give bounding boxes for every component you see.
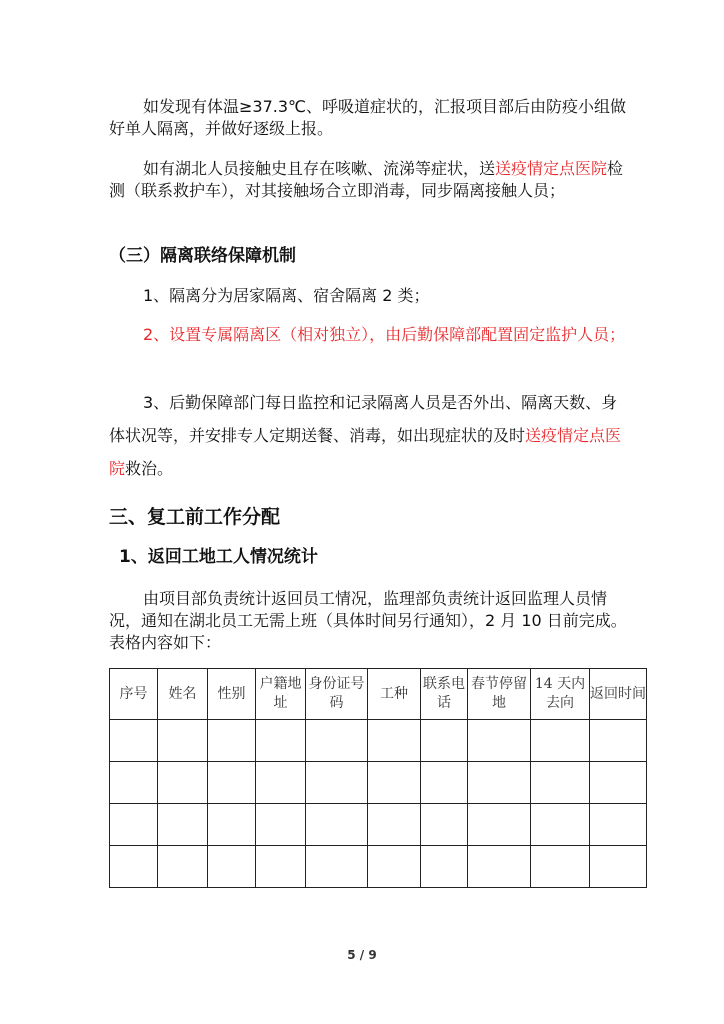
table-cell bbox=[256, 762, 306, 804]
hubei-contact-paragraph bbox=[109, 158, 630, 202]
table-cell bbox=[158, 720, 208, 762]
table-cell bbox=[306, 846, 368, 888]
table-cell bbox=[421, 804, 468, 846]
table-header-cell: 性别 bbox=[208, 669, 256, 720]
worker-stats-paragraph: 由项目部负责统计返回员工情况，监理部负责统计返回监理人员情况，通知在湖北员工无需上班（具体时间另行通知），2 月 10 日前完成。表格内容如下： bbox=[109, 589, 627, 652]
table-cell bbox=[158, 762, 208, 804]
table-cell bbox=[590, 720, 647, 762]
table-row bbox=[110, 762, 647, 804]
hubei-contact-text: 如有湖北人员接触史且存在咳嗽、流涕等症状，送 bbox=[143, 159, 496, 178]
table-cell bbox=[110, 804, 158, 846]
isolation-item-3 bbox=[109, 386, 630, 485]
table-header-cell: 联系电话 bbox=[421, 669, 468, 720]
table-cell bbox=[306, 762, 368, 804]
table-cell bbox=[158, 804, 208, 846]
table-cell bbox=[368, 846, 421, 888]
table-cell bbox=[531, 762, 590, 804]
table-header-row bbox=[110, 669, 647, 720]
table-header-cell: 身份证号码 bbox=[306, 669, 368, 720]
table-cell bbox=[368, 762, 421, 804]
table-cell bbox=[421, 846, 468, 888]
table-header-cell: 返回时间 bbox=[590, 669, 647, 720]
table-cell bbox=[158, 846, 208, 888]
table-cell bbox=[590, 762, 647, 804]
isolation-item-2: 2、设置专属隔离区（相对独立），由后勤保障部配置固定监护人员； bbox=[143, 325, 626, 344]
table-cell bbox=[421, 762, 468, 804]
table-cell bbox=[208, 762, 256, 804]
designated-hospital-highlight-2: 送疫情定点医院 bbox=[109, 426, 622, 478]
table-cell bbox=[531, 846, 590, 888]
table-cell bbox=[468, 720, 531, 762]
fever-report-paragraph: 如发现有体温≥37.3℃、呼吸道症状的，汇报项目部后由防疫小组做好单人隔离，并做好逐级上报。 bbox=[109, 97, 627, 138]
table-body bbox=[110, 720, 647, 888]
table-cell bbox=[590, 804, 647, 846]
page-number: 5 / 9 bbox=[347, 948, 377, 962]
table-cell bbox=[368, 720, 421, 762]
table-cell bbox=[256, 720, 306, 762]
table-cell bbox=[468, 846, 531, 888]
isolation-mechanism-heading: （三）隔离联络保障机制 bbox=[109, 246, 296, 266]
hubei-contact-text-end: 检测（联系救护车），对其接触场合立即消毒，同步隔离接触人员； bbox=[109, 159, 624, 200]
table-cell bbox=[306, 720, 368, 762]
table-cell bbox=[256, 804, 306, 846]
table-cell bbox=[110, 720, 158, 762]
table-header-cell: 春节停留地 bbox=[468, 669, 531, 720]
table-header-cell: 工种 bbox=[368, 669, 421, 720]
table-cell bbox=[368, 804, 421, 846]
table-cell bbox=[531, 804, 590, 846]
table-header-cell: 姓名 bbox=[158, 669, 208, 720]
table-cell bbox=[590, 846, 647, 888]
isolation-item-3-text: 3、后勤保障部门每日监控和记录隔离人员是否外出、隔离天数、身体状况等，并安排专人定期送餐、消毒，如出现症状的及时 bbox=[109, 393, 618, 445]
table-row bbox=[110, 804, 647, 846]
table-header-cell: 14 天内去向 bbox=[531, 669, 590, 720]
table-header-cell: 序号 bbox=[110, 669, 158, 720]
table-cell bbox=[468, 804, 531, 846]
table-cell bbox=[208, 846, 256, 888]
table-cell bbox=[468, 762, 531, 804]
table-row bbox=[110, 846, 647, 888]
table-cell bbox=[208, 720, 256, 762]
table-cell bbox=[256, 846, 306, 888]
table-cell bbox=[306, 804, 368, 846]
table-cell bbox=[110, 762, 158, 804]
work-assignment-heading: 三、复工前工作分配 bbox=[109, 506, 281, 528]
worker-return-table bbox=[109, 668, 647, 888]
isolation-item-1: 1、隔离分为居家隔离、宿舍隔离 2 类； bbox=[143, 286, 430, 305]
worker-stats-heading: 1、返回工地工人情况统计 bbox=[119, 547, 318, 567]
table-cell bbox=[110, 846, 158, 888]
table-cell bbox=[531, 720, 590, 762]
designated-hospital-highlight: 送疫情定点医院 bbox=[495, 159, 608, 178]
table-header-cell: 户籍地址 bbox=[256, 669, 306, 720]
isolation-item-3-text-end: 救治。 bbox=[125, 459, 174, 478]
table-row bbox=[110, 720, 647, 762]
table-cell bbox=[208, 804, 256, 846]
table-cell bbox=[421, 720, 468, 762]
